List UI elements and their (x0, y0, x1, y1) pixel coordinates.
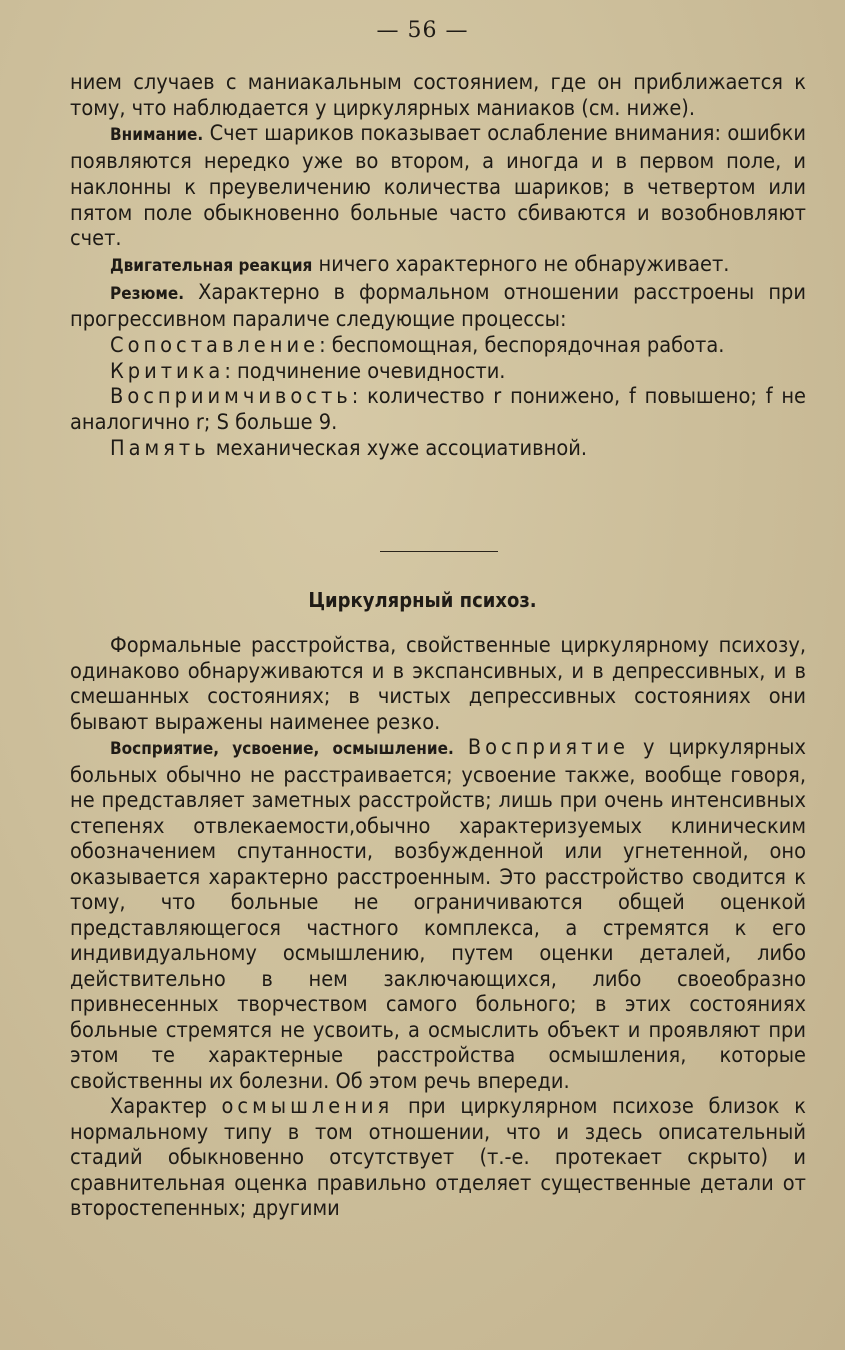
page-number: — 56 — (376, 18, 469, 43)
paragraph-comparison: Сопоставление: беспомощная, беспорядочная работа. (110, 333, 725, 359)
paragraph-motor-reaction: Двигательная реакция ничего характерного не обнаруживает. (110, 251, 730, 277)
paragraph-criticism: Критика: подчинение очевидности. (110, 358, 506, 384)
label-perception: Восприятие, усвоение, осмышление. (110, 739, 454, 759)
paragraph-receptivity: Восприимчивость: количество r понижено, f повышено; f не аналогично r; S больше 9. (70, 384, 806, 436)
label-resume: Резюме. (110, 283, 185, 304)
term-receptivity: Восприимчивость (110, 384, 352, 410)
label-attention: Внимание. (110, 125, 204, 146)
paragraph-resume: Резюме. Характерно в формальном отношении расстроены при прогрессивном параличе следующие процессы: (70, 279, 806, 333)
term-comparison: Сопоставление (110, 333, 320, 359)
paragraph-comprehension: Характер осмышления при циркулярном психозе близок к нормальному типу в том отношении, что и здесь описательный стадий обыкновенно отсутствует (т.-е. протекает скрыто) и сравнительная оценка правильно отделяет существенные детали от второстепенных; другими (70, 1094, 806, 1221)
term-perception: Восприятие (467, 735, 629, 760)
term-comprehension: осмышления (221, 1094, 394, 1119)
section-heading: Циркулярный психоз. (308, 588, 537, 612)
section-paralysis-text (70, 70, 806, 462)
paragraph-perception: Восприятие, усвоение, осмышление. Восприятие у циркулярных больных обычно не расстраивается; усвоение также, вообще говоря, не представляет заметных расстройств; лишь при очень интенсивных степенях отвлекаемости,обычно характеризуемых клиническим обозначением спутанности, возбужденной или угнетенной, оно оказывается характерно расстроенным. Это расстройство сводится к тому, что больные не ограничиваются общей оценкой представляющегося частного комплекса, а стремятся к его индивидуальному осмышлению, путем оценки деталей, либо действительно в нем заключающихся, либо своеобразно привнесенных творчеством самого больного; в этих состояниях больные стремятся не усвоить, а осмыслить объект и проявляют при этом те характерные расстройства осмышления, которые свойственны их болезни. Об этом речь впереди. (70, 735, 806, 1094)
term-criticism: Критика (110, 358, 225, 384)
section-divider (380, 551, 498, 552)
paragraph-continuation: нием случаев с маниакальным состоянием, где он приближается к тому, что наблюдается у циркулярных маниаков (см. ниже). (70, 70, 806, 121)
section-circular-text (70, 633, 806, 1222)
term-memory: Память (110, 435, 210, 461)
paragraph-memory: Память механическая хуже ассоциативной. (110, 435, 588, 461)
label-motor-reaction: Двигательная реакция (110, 255, 313, 276)
paragraph-formal-disorders: Формальные расстройства, свойственные циркулярному психозу, одинаково обнаруживаются и в экспансивных, и в депрессивных, и в смешанных состояниях; в чистых депрессивных состояниях они бывают выражены наименее резко. (70, 633, 806, 735)
paragraph-attention: Внимание. Счет шариков показывает ослабление внимания: ошибки появляются нередко уже во втором, а иногда и в первом поле, и наклонны к преувеличению количества шариков; в четвертом или пятом поле обыкновенно больные часто сбиваются и возобновляют счет. (70, 121, 806, 252)
